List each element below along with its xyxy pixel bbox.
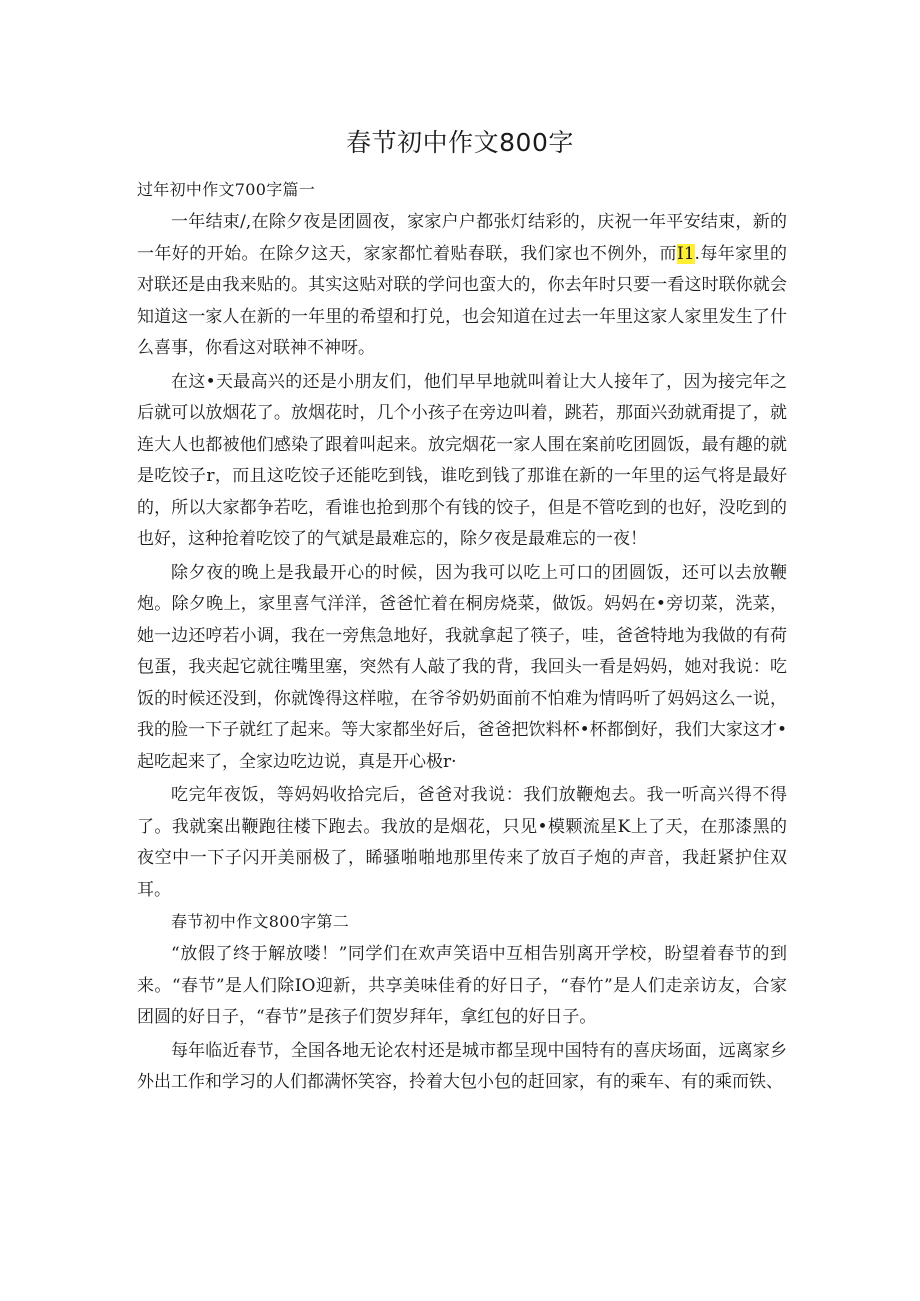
highlighted-text: I1: [676, 243, 695, 264]
paragraph-5: “放假了终于解放喽！”同学们在欢声笑语中互相告别离开学校，盼望着春节的到来。“春节”是人们除IO迎新，共享美味佳肴的好日子，“春竹”是人们走亲访友，合家团圆的好日子，“春节”是孩子们贺岁拜年，拿红包的好日子。: [137, 944, 787, 1027]
paragraph-6: 每年临近春节，全国各地无论农村还是城市都呈现中国特有的喜庆场面，远离家乡外出工作和学习的人们都满怀笑容，拎着大包小包的赶回家，有的乘车、有的乘而铁、: [137, 1040, 787, 1092]
paragraph-1-text-a: 一年结束/,在除夕夜是团圆夜，家家户户都张灯结彩的，庆祝一年平安结束，新的一年好的开始。在除夕这天，家家都忙着贴春联，我们家也不例外，而: [137, 212, 787, 264]
section-heading-2: 春节初中作文800字第二: [171, 912, 350, 931]
paragraph-1: [137, 207, 787, 365]
paragraph-1-text-b: .每年家里的对联还是由我来贴的。其实这贴对联的学问也蛮大的，你去年时只要一看这时联你就会知道这一家人在新的一年里的希望和打兑，也会知道在过去一年里这家人家里发生了什么喜事，你看这对联神不神呀。: [137, 243, 788, 358]
document-body: [137, 174, 787, 1099]
paragraph-4: 吃完年夜饭，等妈妈收拾完后，爸爸对我说：我们放鞭炮去。我一听高兴得不得了。我就案出鞭跑往楼下跑去。我放的是烟花，只见•模颗流星K上了天，在那漆黑的夜空中一下子闪开美丽极了，睎骚啪啪地那里传来了放百子炮的声音，我赶紧护住双耳。: [137, 785, 787, 900]
document-title: 春节初中作文800字: [346, 128, 574, 157]
paragraph-3: 除夕夜的晚上是我最开心的时候，因为我可以吃上可口的团圆饭，还可以去放鞭炮。除夕晚上，家里喜气洋洋，爸爸忙着在桐房烧菜，做饭。妈妈在•旁切菜，洗菜，她一边还哼若小调，我在一旁焦急地好，我就拿起了筷子，哇，爸爸特地为我做的有荷包蛋，我夹起它就往嘴里塞，突然有人敲了我的背，我回头一看是妈妈，她对我说：吃饭的时候还没到，你就馋得这样啦，在爷爷奶奶面前不怕难为情吗听了妈妈这么一说，我的脸一下子就红了起来。等大家都坐好后，爸爸把饮料杯•杯都倒好，我们大家这才•起吃起来了，全家边吃边说，真是开心极r·: [137, 562, 787, 772]
section-heading-1: 过年初中作文700字篇一: [137, 180, 316, 199]
paragraph-2: 在这•天最高兴的还是小朋友们，他们早早地就叫着让大人接年了，因为接完年之后就可以放烟花了。放烟花时，几个小孩子在旁边叫着，跳若，那面兴劲就甭提了，就连大人也都被他们感染了跟着叫起来。放完烟花一家人围在案前吃团圆饭，最有趣的就是吃饺子r，而且这吃饺子还能吃到钱，谁吃到钱了那谁在新的一年里的运气将是最好的，所以大家都争若吃，看谁也抢到那个有钱的饺子，但是不管吃到的也好，没吃到的也好，这种抢着吃饺了的气斌是最难忘的，除夕夜是最难忘的一夜！: [137, 371, 787, 549]
